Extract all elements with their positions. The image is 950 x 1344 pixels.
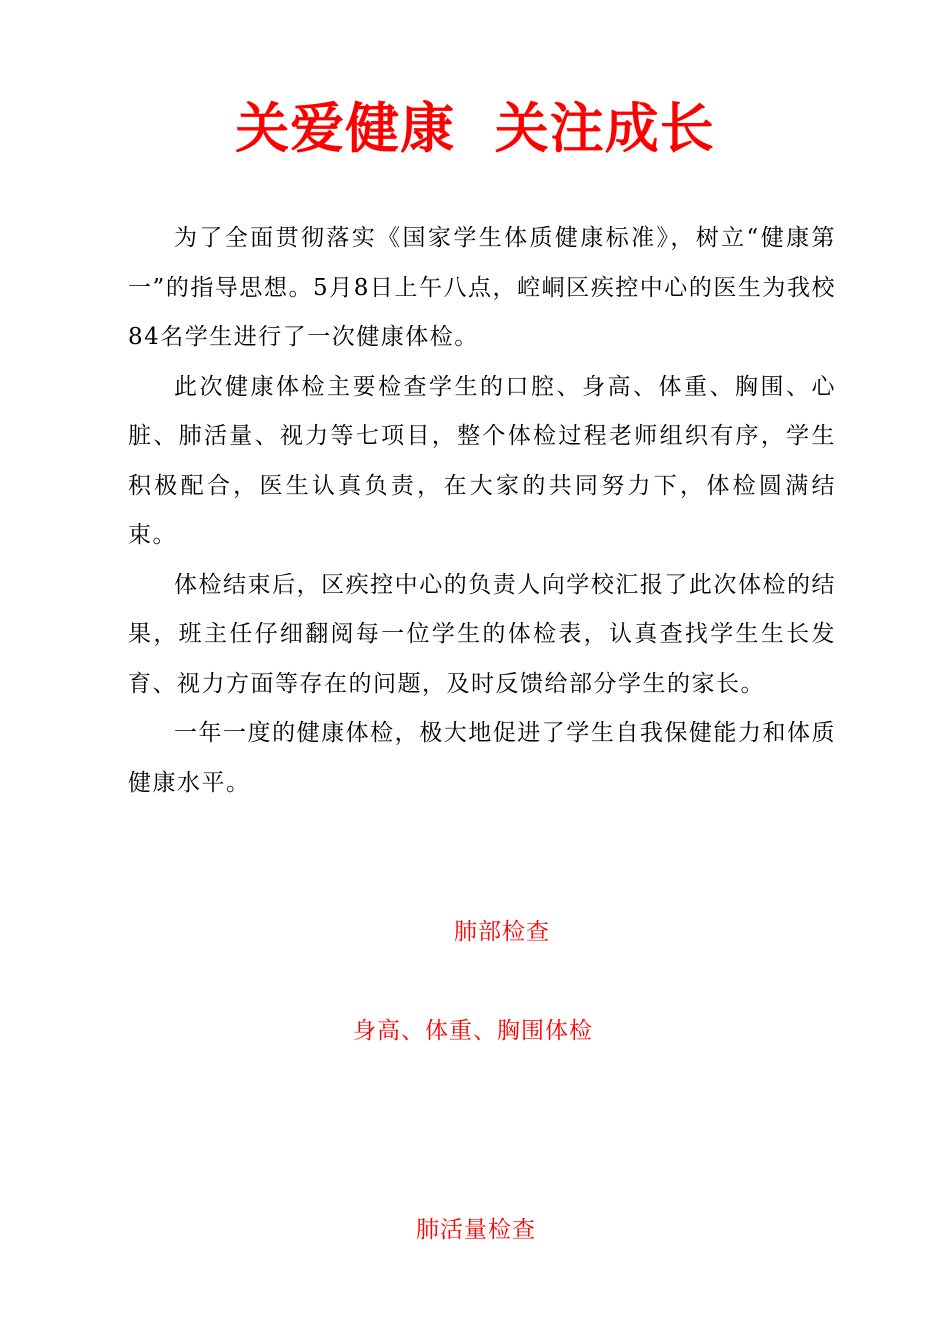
paragraph: 体检结束后，区疾控中心的负责人向学校汇报了此次体检的结果，班主任仔细翻阅每一位学生的体检表，认真查找学生生长发育、视力方面等存在的问题，及时反馈给部分学生的家长。 [128,571,836,697]
article-body [128,214,836,808]
paragraph: 为了全面贯彻落实《国家学生体质健康标准》，树立“健康第一”的指导思想。5月8日上午八点，崆峒区疾控中心的医生为我校84名学生进行了一次健康体检。 [128,225,836,350]
paragraph: 此次健康体检主要检查学生的口腔、身高、体重、胸围、心脏、肺活量、视力等七项目，整个体检过程老师组织有序，学生积极配合，医生认真负责，在大家的共同努力下，体检圆满结束。 [128,373,836,548]
photo-caption-height-weight-chest: 身高、体重、胸围体检 [353,1018,593,1044]
photo-caption-lung-capacity: 肺活量检查 [416,1217,536,1243]
page-title: 关爱健康 关注成长 [235,96,715,160]
photo-caption-lung-exam: 肺部检查 [454,919,550,945]
paragraph: 一年一度的健康体检，极大地促进了学生自我保健能力和体质健康水平。 [128,720,836,796]
